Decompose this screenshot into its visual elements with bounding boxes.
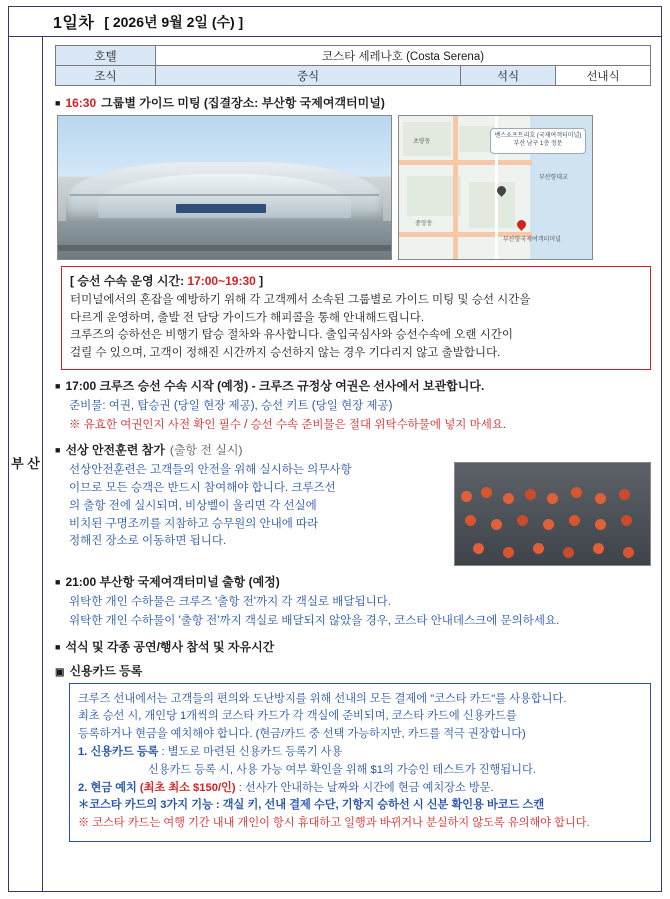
boarding-start-warning: ※ 유효한 여권인지 사전 확인 필수 / 승선 수속 준비물은 절대 위탁수하물에 넣지 마세요. [69,418,507,431]
location-map [398,115,593,260]
boarding-note-line: 터미널에서의 혼잡을 예방하기 위해 각 고객께서 소속된 그룹별로 가이드 미팅 및 승선 시간을 [70,294,531,306]
credit-card-line: 최초 승선 시, 개인당 1개씩의 코스타 카드가 각 객실에 준비되며, 코스타 카드에 신용카드를 [78,710,517,723]
terminal-road [58,245,391,251]
safety-line: 의 출항 전에 실시되며, 비상벨이 울리면 각 선실에 [69,499,317,512]
safety-line: 비치된 구명조끼를 지참하고 승무원의 안내에 따라 [69,517,319,530]
dinner-free-heading [55,638,651,655]
body-row [9,37,661,891]
safety-drill-heading [55,441,651,458]
date-label: [ 2026년 9월 2일 (수) ] [104,13,244,30]
boarding-start-title: 17:00 크루즈 승선 수속 시작 (예정) - 크루즈 규정상 여권은 선사에서 보관합니다. [65,378,485,393]
hotel-label: 호텔 [56,46,156,66]
boarding-note-line: 크루즈의 승하선은 비행기 탑승 절차와 유사합니다. 출입국심사와 승선수속에 오랜 시간이 [70,329,513,342]
day-label: 1일차 [53,15,95,32]
credit-card-caution: ※ 코스타 카드는 여행 기간 내내 개인이 항시 휴대하고 일행과 바뀌거나 분실하지 않도록 유의해야 합니다. [78,817,590,830]
safety-drill-photo [454,462,651,566]
safety-line: 이므로 모든 승객은 반드시 참여해야 합니다. 크루즈선 [69,482,336,494]
credit-card-item-1-label: 1. 신용카드 등록 [78,746,159,759]
map-label: 부산항국제여객터미널 [503,237,561,243]
map-callout-bubble [490,128,586,154]
safety-line: 정해진 장소로 이동하면 됩니다. [69,535,227,548]
departure-heading [55,573,651,590]
boarding-hours-title: [ 승선 수속 운영 시간: 17:00~19:30 ] [70,274,264,288]
terminal-signboard [176,204,266,213]
credit-card-title: 신용카드 등록 [69,663,143,678]
guide-meeting-time: 16:30 [65,96,97,110]
credit-card-item-1 [78,744,642,761]
map-callout-text: 벤스쇼프트리호 (국제여객터미널) 부산 남구 1층 정문 [494,133,582,148]
region-sidebar [9,37,43,891]
boarding-note-line: 걸릴 수 있으며, 고객이 정해진 시간까지 승선하지 않는 경우 기다리지 않고 출발합니다. [70,347,501,360]
safety-line: 선상안전훈련은 고객들의 안전을 위해 실시하는 의무사항 [69,464,352,477]
departure-note-1: 위탁한 개인 수하물은 크루즈 '출항 전'까지 각 객실로 배달됩니다. [69,596,391,609]
credit-card-item-2 [78,780,642,797]
hotel-meal-table [55,45,651,86]
boarding-hours-note [61,266,651,370]
credit-card-line: 크루즈 선내에서는 고객들의 편의와 도난방지를 위해 선내의 모든 결제에 "코스타 카드"를 사용합니다. [78,692,567,705]
boarding-start-items: 준비물: 여권, 탑승권 (당일 현장 제공), 승선 키트 (당일 현장 제공) [69,399,393,412]
table-row [56,66,651,86]
credit-card-heading [55,662,651,679]
region-label: 부 산 [11,455,40,471]
safety-drill-title: 선상 안전훈련 참가 [65,443,165,458]
credit-card-box [69,683,651,842]
guide-meeting-title: 그룹별 가이드 미팅 (집결장소: 부산항 국제여객터미널) [101,96,385,110]
credit-card-item-2-label: 2. 현금 예치 [78,781,137,794]
square-bullet-icon: ■ [55,641,61,652]
day-content [43,37,661,891]
map-road [453,116,458,260]
square-bullet-icon: ■ [55,445,61,456]
departure-title: 21:00 부산항 국제여객터미널 출항 (예정) [65,575,280,590]
boarding-start-heading [55,377,651,394]
departure-note-2: 위탁한 개인 수하물이 '출항 전'까지 객실로 배달되지 않았을 경우, 코스타 안내데스크에 문의하세요. [69,615,560,628]
square-bullet-icon: ■ [55,577,61,588]
credit-card-item-2-amount: (최초 최소 $150/인) [139,781,236,794]
map-label: 부산항대교 [539,175,568,181]
dinner-label: 석식 [461,66,556,86]
table-row [56,46,651,66]
lunch-label: 중식 [156,66,461,86]
onboard-meal-value: 선내식 [556,66,651,86]
safety-drill-text [69,462,446,551]
breakfast-label: 조식 [56,66,156,86]
guide-meeting-heading [55,94,651,111]
boarding-note-line: 다르게 운영하며, 출발 전 담당 가이드가 해피콜을 통해 안내해드립니다. [70,311,425,324]
map-label: 중앙동 [415,221,433,227]
credit-card-item-2-text: : 선사가 안내하는 날짜와 시간에 현금 예치장소 방문. [235,781,494,794]
square-bullet-icon: ■ [55,380,61,391]
credit-card-item-1-text: : 별도로 마련된 신용카드 등록기 사용 [158,746,343,759]
day-header [9,7,661,37]
itinerary-card [8,6,662,892]
square-bullet-icon: ■ [55,98,61,108]
image-row [57,115,651,260]
credit-card-item-1-sub: 신용카드 등록 시, 사용 가능 여부 확인을 위해 $1의 가승인 테스트가 진행됩니다. [148,763,536,776]
credit-card-functions: ＊코스타 카드의 3가지 기능 : 객실 키, 선내 결제 수단, 기항지 승하선 시 신분 확인용 바코드 스캔 [78,799,545,812]
square-outline-bullet-icon: ▣ [55,666,65,678]
dinner-free-title: 석식 및 각종 공연/행사 참석 및 자유시간 [65,639,275,654]
safety-drill-note: (출항 전 실시) [169,443,243,458]
hotel-value: 코스타 세레나호 (Costa Serena) [156,46,651,66]
safety-drill-block [69,462,651,566]
map-pin-destination-icon [515,218,528,231]
terminal-photo [57,115,392,260]
map-block [469,182,515,228]
map-label: 초량동 [413,139,431,145]
terminal-roofline [70,194,379,196]
credit-card-line: 등록하거나 현금을 예치해야 합니다. (현금/카드 중 선택 가능하지만, 카드를 적극 권장합니다) [78,728,526,741]
boarding-hours-range: 17:00~19:30 [187,274,256,288]
map-road [399,160,532,165]
terminal-ground [58,221,391,259]
